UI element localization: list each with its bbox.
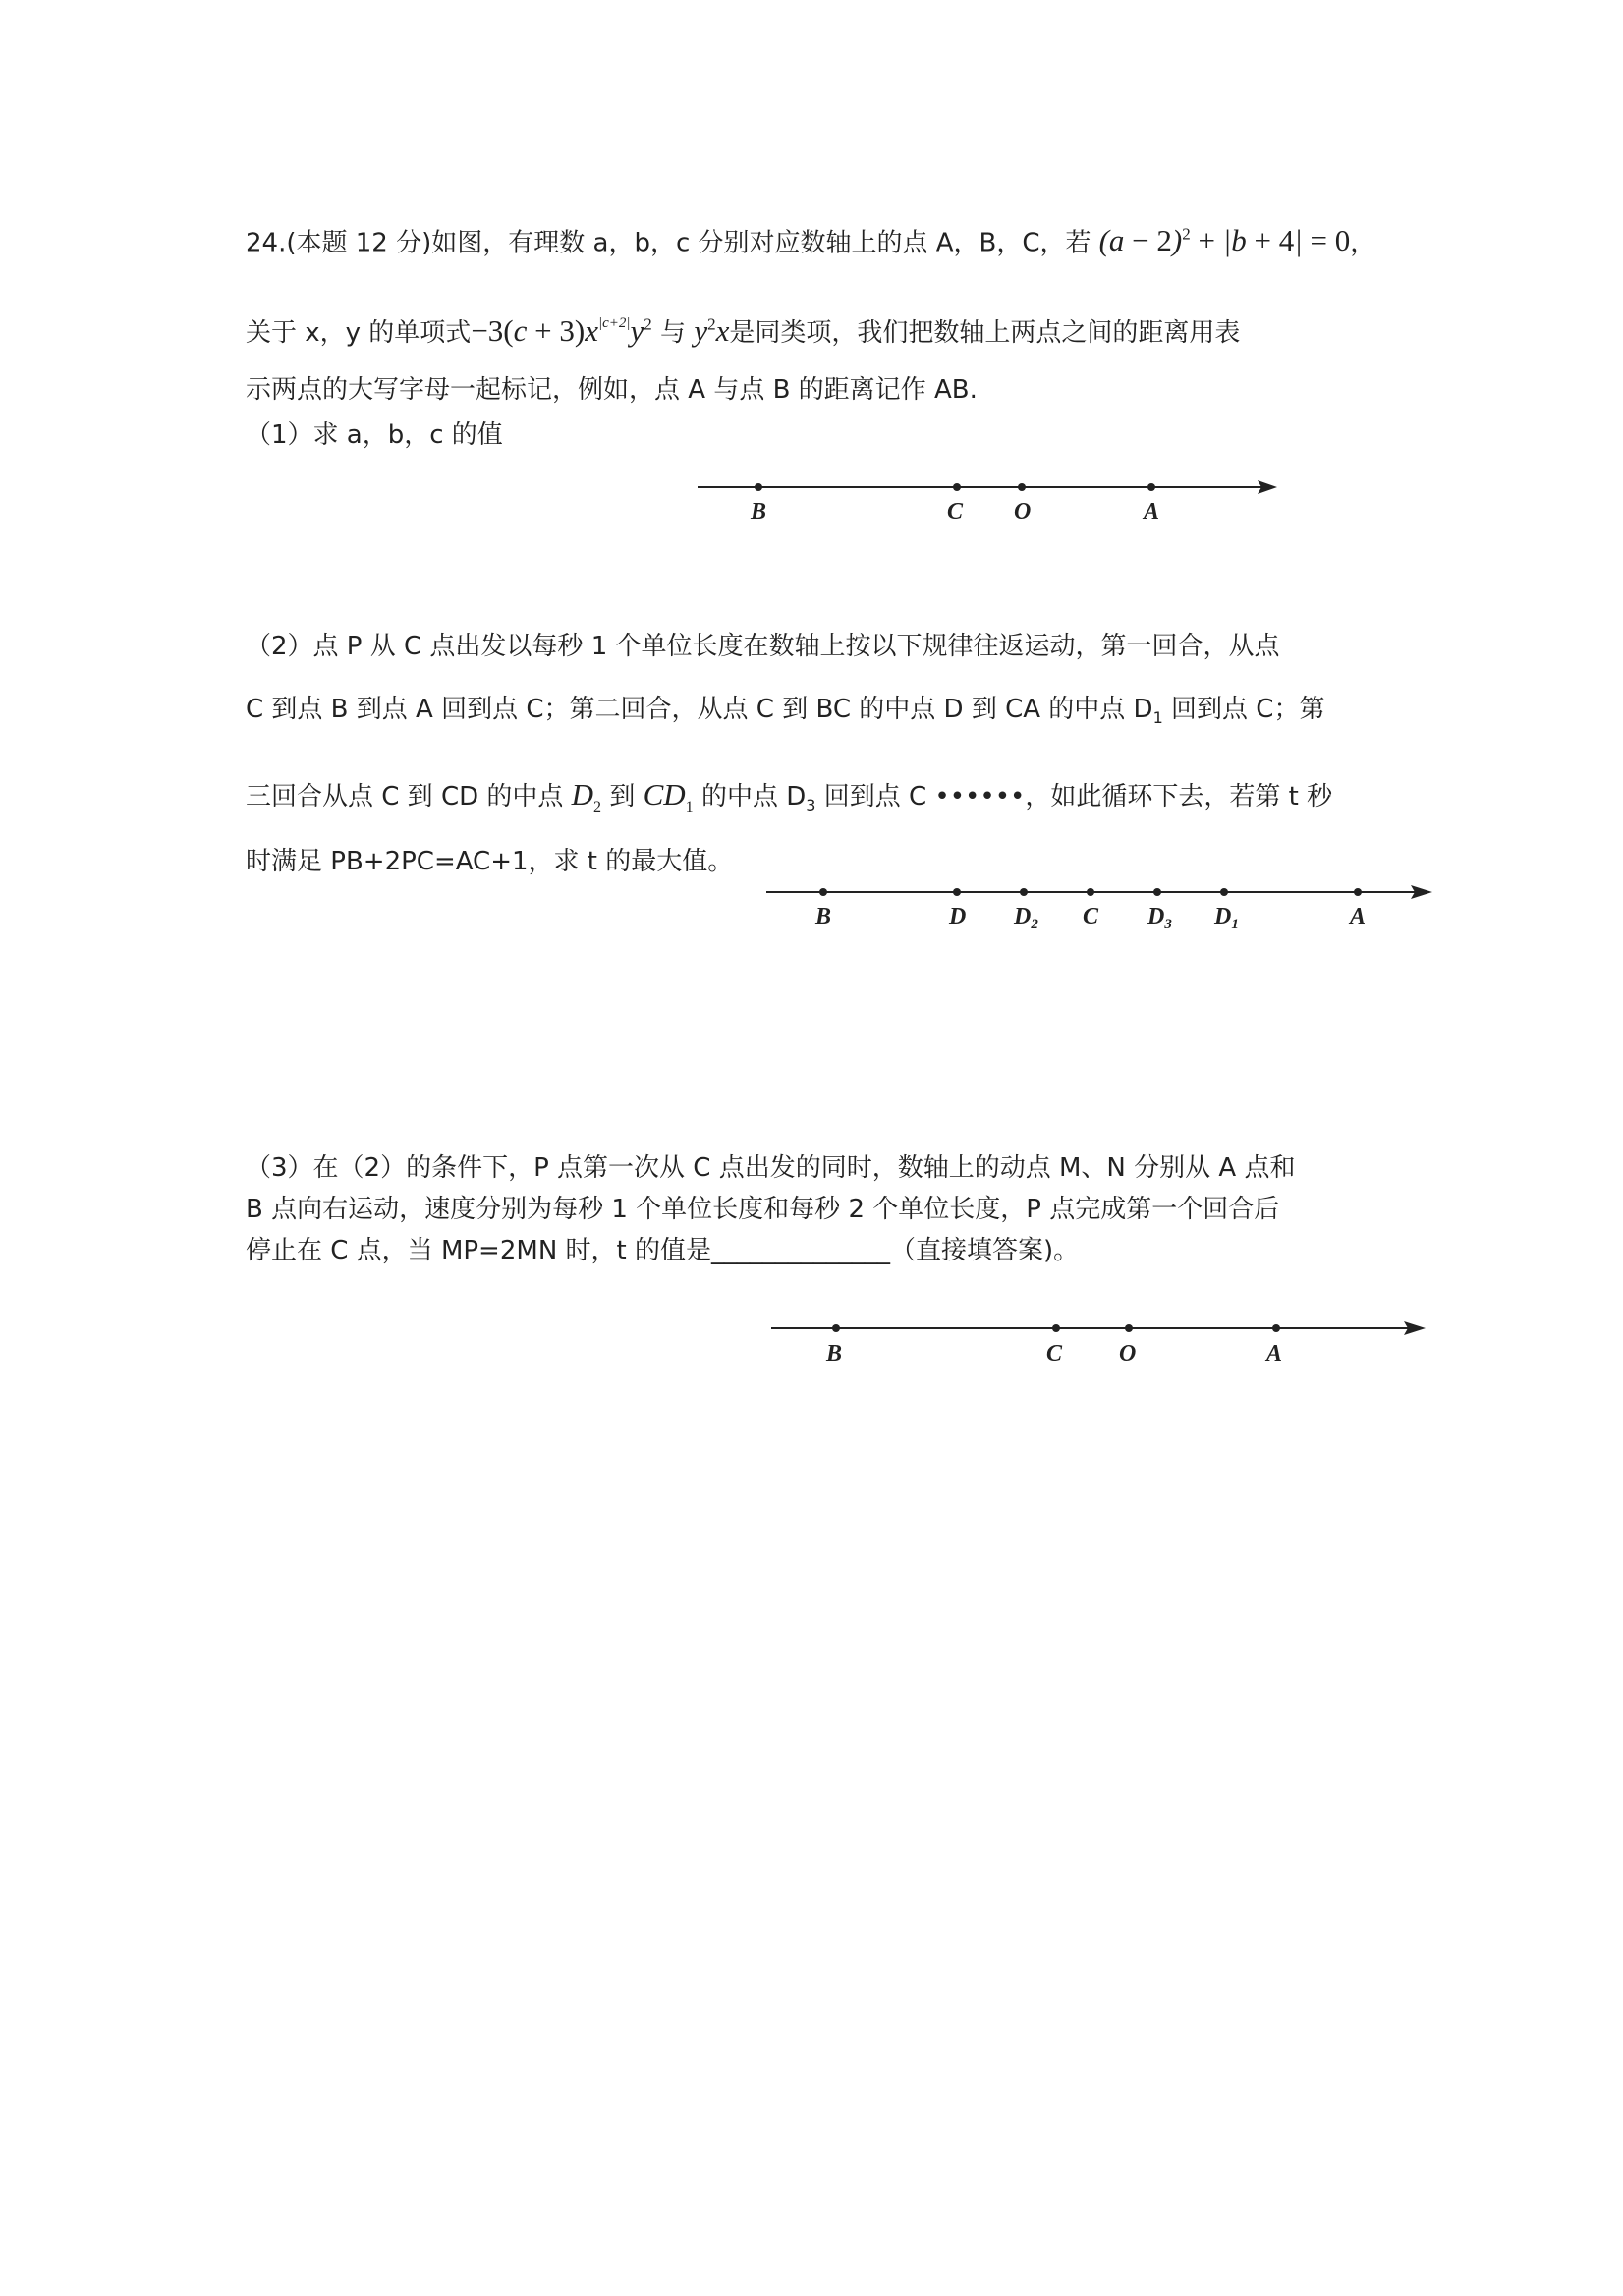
point-O	[1125, 1324, 1133, 1332]
point-C	[1052, 1324, 1060, 1332]
midpoint-D2: $D_2$	[571, 777, 602, 816]
segment-CD1: $CD_1$	[643, 777, 694, 816]
label-C: C	[1083, 904, 1099, 929]
problem-line-2-text: 关于 x，y 的单项式	[246, 318, 472, 348]
part-2-line-2	[246, 693, 1324, 735]
problem-line-2	[246, 307, 1240, 350]
point-A	[1354, 888, 1362, 896]
problem-line-3: 示两点的大写字母一起标记，例如，点 A 与点 B 的距离记作 AB.	[246, 375, 978, 405]
monomial-1: $-3(c + 3)x^{|c+2|}y^2$	[471, 313, 652, 348]
label-O: O	[1014, 499, 1032, 525]
label-D1: $D_1$	[1214, 904, 1239, 932]
point-C	[1087, 888, 1094, 896]
problem-line-1-text: 24.(本题 12 分)如图，有理数 a，b，c 分别对应数轴上的点 A，B，C，若	[246, 228, 1091, 258]
part-2-line-4: 时满足 PB+2PC=AC+1，求 t 的最大值。	[246, 847, 734, 876]
part-2-line-3-sub-3: 3	[806, 796, 816, 815]
point-B	[755, 483, 762, 491]
part-2-line-3-text-c: 的中点 D	[700, 782, 807, 812]
monomial-2: $y^2x$	[694, 313, 730, 348]
label-A: A	[1266, 1341, 1283, 1367]
label-B: B	[826, 1341, 843, 1367]
part-3-line-1: （3）在（2）的条件下，P 点第一次从 C 点出发的同时，数轴上的动点 M、N 分别从 A 点和	[246, 1153, 1296, 1183]
label-B: B	[815, 904, 832, 929]
part-3-line-3: 停止在 C 点，当 MP=2MN 时，t 的值是______________（直接填答案)。	[246, 1236, 1080, 1265]
problem-line-2-suffix: 是同类项，我们把数轴上两点之间的距离用表	[729, 318, 1241, 348]
point-A	[1272, 1324, 1280, 1332]
part-3-line-2: B 点向右运动，速度分别为每秒 1 个单位长度和每秒 2 个单位长度，P 点完成第一个回合后	[246, 1195, 1280, 1224]
point-O	[1018, 483, 1026, 491]
part-2-line-3-text-d: 回到点 C ••••••，如此循环下去，若第 t 秒	[823, 782, 1333, 812]
problem-line-2-mid: 与	[660, 318, 687, 348]
problem-line-1	[246, 218, 1375, 259]
part-2-line-2-text-a: C 到点 B 到点 A 回到点 C；第二回合，从点 C 到 BC 的中点 D 到 CA 的中点 D	[246, 695, 1153, 724]
part-2-line-2-text-b: 回到点 C；第	[1171, 695, 1325, 724]
condition-formula: $(a - 2)^2 + |b + 4| = 0$	[1098, 223, 1351, 258]
point-C	[953, 483, 961, 491]
number-line-1	[688, 462, 1297, 531]
point-D	[953, 888, 961, 896]
number-line-3	[761, 1302, 1449, 1371]
part-2-line-2-sub: 1	[1152, 708, 1163, 728]
point-B	[819, 888, 827, 896]
label-B: B	[751, 499, 767, 525]
part-1-question: （1）求 a，b，c 的值	[246, 420, 503, 450]
label-C: C	[947, 499, 964, 525]
number-line-2	[756, 865, 1444, 933]
part-2-line-3-text-b: 到	[609, 782, 636, 812]
point-A	[1147, 483, 1155, 491]
part-2-line-3-text-a: 三回合从点 C 到 CD 的中点	[246, 782, 564, 812]
label-C: C	[1046, 1341, 1063, 1367]
point-D1	[1220, 888, 1228, 896]
problem-line-1-suffix: ，	[1350, 228, 1376, 258]
label-D2: $D_2$	[1014, 904, 1038, 932]
label-O: O	[1119, 1341, 1137, 1367]
label-A: A	[1350, 904, 1367, 929]
label-D3: $D_3$	[1147, 904, 1172, 932]
point-B	[832, 1324, 840, 1332]
part-2-line-3	[246, 778, 1332, 824]
label-A: A	[1144, 499, 1160, 525]
part-2-line-1: （2）点 P 从 C 点出发以每秒 1 个单位长度在数轴上按以下规律往返运动，第一回合，从点	[246, 632, 1280, 661]
label-D: D	[949, 904, 967, 929]
point-D3	[1153, 888, 1161, 896]
point-D2	[1020, 888, 1028, 896]
